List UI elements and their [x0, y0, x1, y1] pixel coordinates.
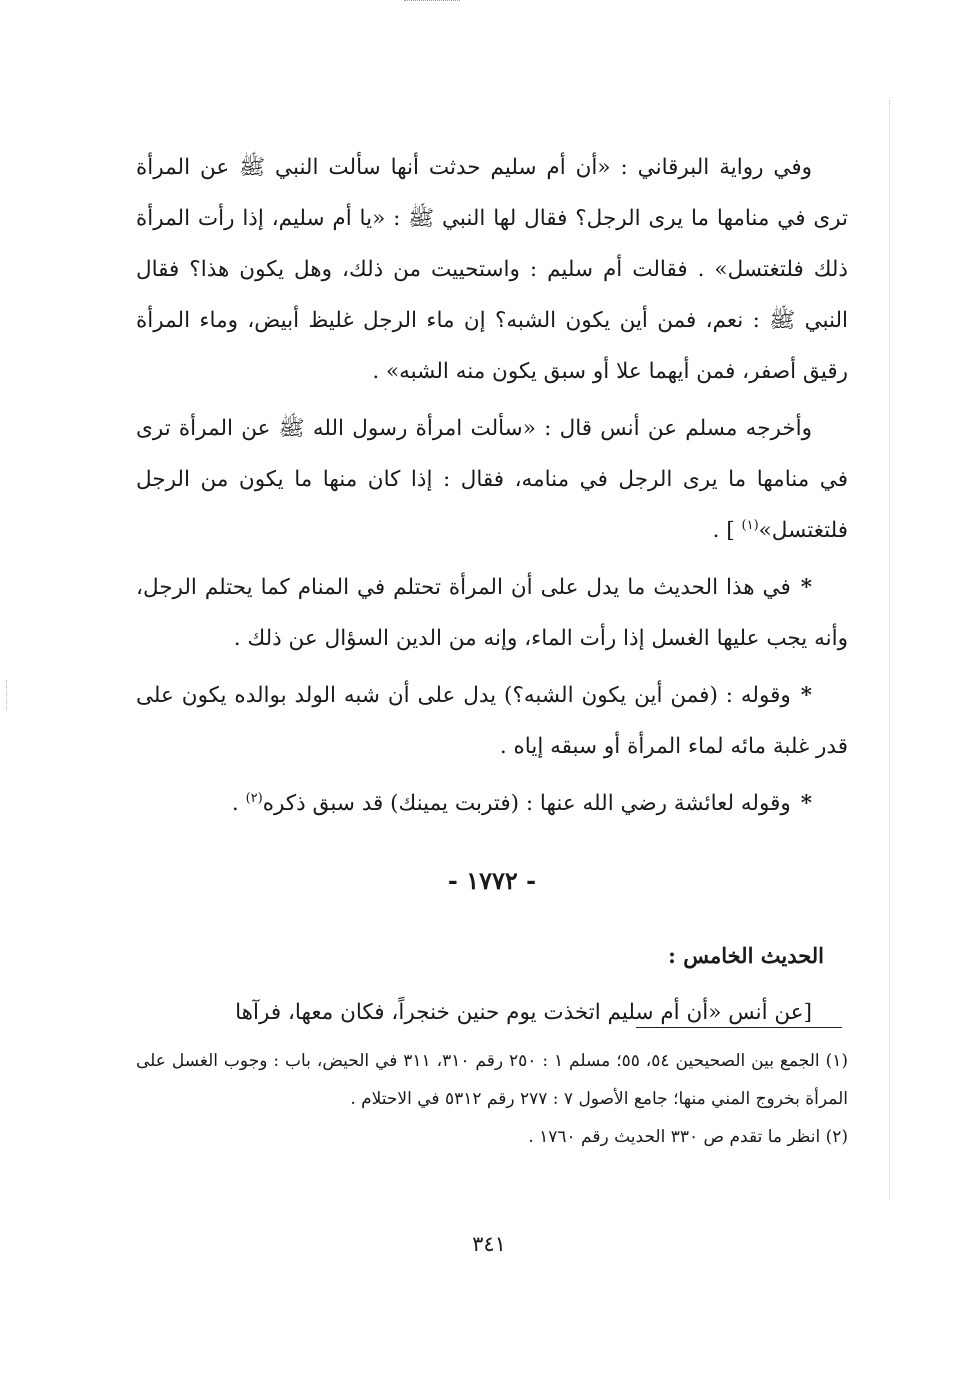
scan-edge-mark-left — [6, 680, 8, 710]
footnote-ref-1[interactable]: (١) — [741, 517, 759, 533]
paragraph-hadith-five — [136, 987, 848, 1038]
paragraph-text: وأخرجه مسلم عن أنس قال : «سألت امرأة رسول الله ﷺ عن المرأة ترى في منامها ما يرى الرجل في منامه، فقال : إذا كان منها ما يكون من الرجل فلتغتسل» — [136, 416, 848, 543]
bullet-star-icon: * — [800, 575, 812, 600]
bullet-star-icon: * — [800, 791, 812, 816]
hadith-number: - ١٧٧٢ - — [447, 866, 537, 895]
commentary-point-3 — [136, 778, 848, 829]
paragraph-muslim-narration — [136, 403, 848, 556]
paragraph-text: وفي رواية البرقاني : «أن أم سليم حدثت أنها سألت النبي ﷺ عن المرأة ترى في منامها ما يرى الرجل؟ فقال لها النبي ﷺ : «يا أم سليم، إذا رأت المرأة ذلك فلتغتسل» . فقالت أم سليم : واستحييت من ذلك، وهل يكون هذا؟ فقال النبي ﷺ : نعم، فمن أين يكون الشبه؟ إن ماء الرجل غليظ أبيض، وماء المرأة رقيق أصفر، فمن أيهما علا أو سبق يكون منه الشبه» . — [136, 155, 848, 384]
commentary-text: وقوله لعائشة رضي الله عنها : (فتربت يمينك) قد سبق ذكره — [262, 791, 791, 816]
bracket-close: ] . — [712, 518, 742, 543]
commentary-point-1 — [136, 562, 848, 664]
paragraph-text: [عن أنس «أن أم سليم اتخذت يوم حنين خنجراً، فكان معها، فرآها — [235, 1000, 812, 1025]
bullet-star-icon: * — [800, 683, 812, 708]
scan-edge-mark-right — [888, 100, 890, 1200]
footnote-divider — [636, 1027, 842, 1028]
commentary-text: وقوله : (فمن أين يكون الشبه؟) يدل على أن شبه الولد بوالده يكون على قدر غلبة مائه لماء المرأة أو سبقه إياه . — [136, 683, 848, 759]
sentence-end: . — [231, 791, 246, 816]
footnotes — [136, 1042, 848, 1156]
commentary-text: في هذا الحديث ما يدل على أن المرأة تحتلم في المنام كما يحتلم الرجل، وأنه يجب عليها الغسل إذا رأت الماء، وإنه من الدين السؤال عن ذلك . — [136, 575, 848, 651]
footnote-2: (٢) انظر ما تقدم ص ٣٣٠ الحديث رقم ١٧٦٠ . — [528, 1127, 848, 1147]
page-number: ٣٤١ — [472, 1232, 506, 1256]
footnote-ref-2[interactable]: (٢) — [245, 790, 263, 806]
footnote-1: (١) الجمع بين الصحيحين ٥٤، ٥٥؛ مسلم ١ : ٢٥٠ رقم ٣١٠، ٣١١ في الحيض، باب : وجوب الغسل على المرأة بخروج المني منها؛ جامع الأصول ٧ : ٢٧٧ رقم ٥٣١٢ في الاحتلام . — [136, 1051, 848, 1109]
main-text — [136, 142, 848, 1044]
paragraph-barqani-narration — [136, 142, 848, 397]
scan-edge-mark-top — [404, 0, 460, 7]
commentary-point-2 — [136, 670, 848, 772]
section-heading: الحديث الخامس : — [668, 943, 824, 968]
